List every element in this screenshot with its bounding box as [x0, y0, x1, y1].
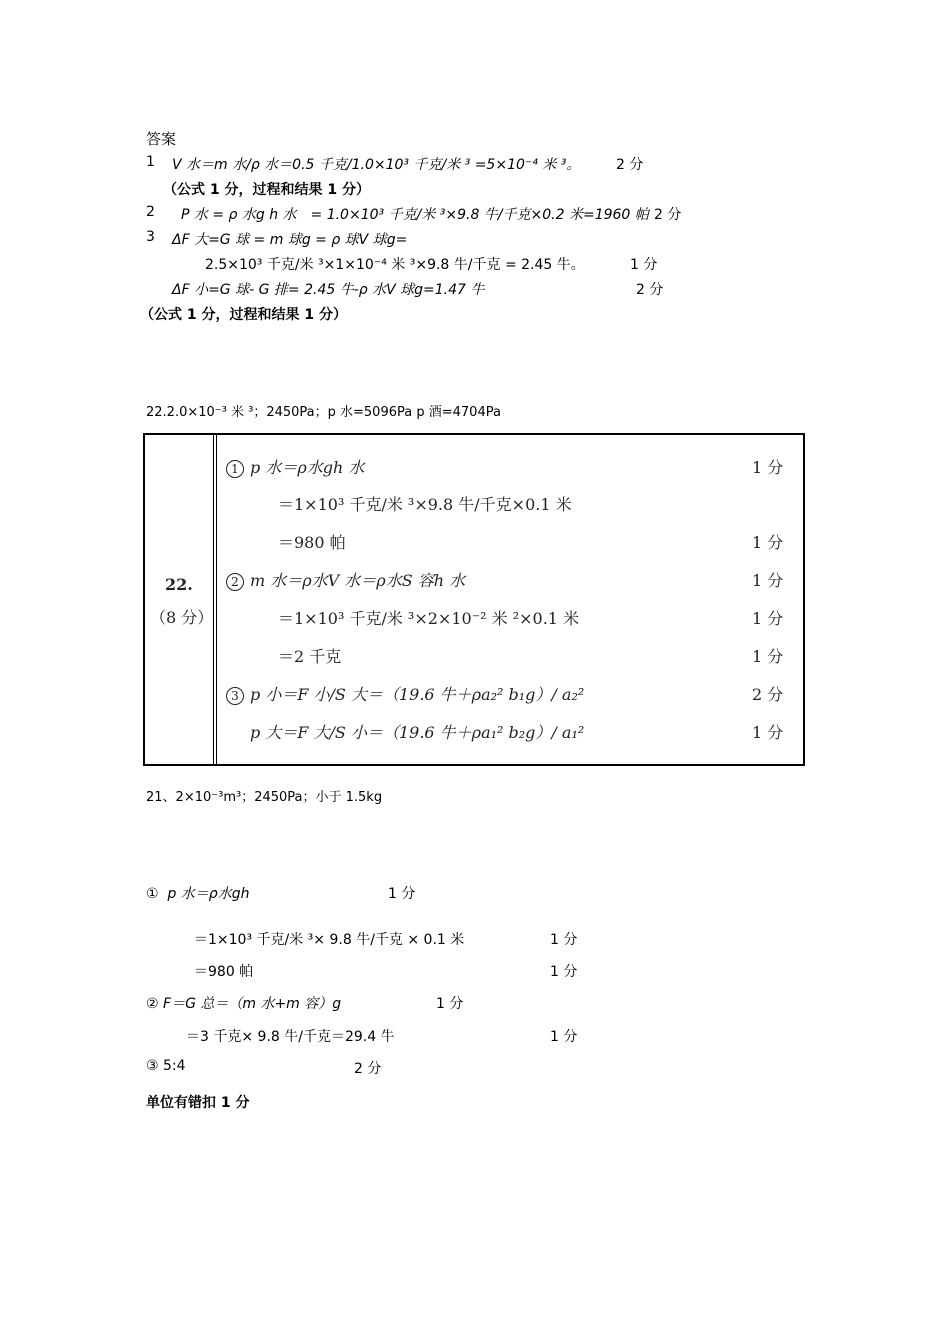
- q1-score: 2 分: [616, 157, 644, 173]
- circled-number-2: ②: [146, 996, 159, 1012]
- q1-formula: V 水＝m 水/ρ 水＝0.5 千克/1.0×10³ 千克/米 ³ =5×10⁻⁴ 米 ³。: [172, 157, 581, 173]
- part2-row-1-text: p 水＝ρ水gh: [167, 886, 250, 902]
- table-row-5-text: ＝1×10³ 千克/米 ³×2×10⁻² 米 ²×0.1 米: [278, 609, 580, 628]
- q2-number: 2: [146, 204, 155, 220]
- q3-line2: 2.5×10³ 千克/米 ³×1×10⁻⁴ 米 ³×9.8 牛/千克 = 2.45 牛。: [205, 257, 585, 273]
- answer22-summary: 22.2.0×10⁻³ 米 ³；2450Pa；p 水=5096Pa p 酒=4704Pa: [146, 405, 501, 420]
- part2-row-1: [146, 883, 249, 903]
- table-row-5-score: 1 分: [752, 609, 784, 628]
- q1-number: 1: [146, 154, 155, 170]
- q3-line1: ΔF 大=G 球 = m 球g = ρ 球V 球g=: [172, 232, 408, 248]
- table-question-number: 22.: [165, 575, 193, 594]
- q3-line3-score: 2 分: [636, 282, 664, 298]
- table-row-8-text: p 大＝F 大/S 小＝（19.6 牛＋ρa₁² b₂g）/ a₁²: [250, 723, 585, 742]
- table-row-1: [226, 455, 364, 478]
- table-row-1-text: p 水＝ρ水gh 水: [250, 458, 365, 477]
- part2-row-4-text: F＝G 总＝（m 水+m 容）g: [163, 996, 342, 1012]
- part2-note: 单位有错扣 1 分: [146, 1095, 250, 1111]
- table-question-points: （8 分）: [150, 608, 214, 627]
- circled-number-1: 1: [226, 460, 244, 478]
- answer-table-22: [143, 433, 805, 766]
- table-row-7-text: p 小＝F 小/S 大＝（19.6 牛＋ρa₂² b₁g）/ a₂²: [250, 685, 585, 704]
- table-row-8-score: 1 分: [752, 723, 784, 742]
- table-row-2-text: ＝1×10³ 千克/米 ³×9.8 牛/千克×0.1 米: [278, 495, 572, 514]
- part2-row-3-score: 1 分: [550, 964, 578, 980]
- table-row-6-score: 1 分: [752, 647, 784, 666]
- part2-row-3-text: ＝980 帕: [194, 964, 254, 980]
- circled-number-2: 2: [226, 573, 244, 591]
- q2-formula: P 水 = ρ 水g h 水 = 1.0×10³ 千克/米 ³×9.8 牛/千克×0.2 米=1960 帕: [181, 207, 649, 223]
- part2-row-6: [146, 1058, 186, 1074]
- table-row-3-score: 1 分: [752, 533, 784, 552]
- part2-row-4: [146, 993, 341, 1013]
- part2-row-4-score: 1 分: [436, 996, 464, 1012]
- table-row-7-score: 2 分: [752, 685, 784, 704]
- q3-number: 3: [146, 229, 155, 245]
- part2-row-5-score: 1 分: [550, 1029, 578, 1045]
- table-row-4-text: m 水＝ρ水V 水＝ρ水S 容h 水: [250, 571, 466, 590]
- table-row-7: [226, 682, 584, 705]
- part2-row-2-text: ＝1×10³ 千克/米 ³× 9.8 牛/千克 × 0.1 米: [194, 932, 465, 948]
- table-row-6-text: ＝2 千克: [278, 647, 342, 666]
- table-row-3-text: ＝980 帕: [278, 533, 346, 552]
- circled-number-1: ①: [146, 886, 159, 902]
- q3-line3: ΔF 小=G 球- G 排= 2.45 牛-ρ 水V 球g=1.47 牛: [172, 282, 485, 298]
- q3-note: （公式 1 分，过程和结果 1 分）: [140, 307, 347, 323]
- q2-score: 2 分: [654, 207, 682, 223]
- part2-row-6-score: 2 分: [354, 1061, 382, 1077]
- part2-row-6-text: 5:4: [163, 1058, 186, 1074]
- circled-number-3: ③: [146, 1058, 159, 1074]
- part2-row-2-score: 1 分: [550, 932, 578, 948]
- circled-number-3: 3: [226, 687, 244, 705]
- table-divider: [213, 433, 217, 766]
- q3-line2-score: 1 分: [630, 257, 658, 273]
- table-row-4-score: 1 分: [752, 571, 784, 590]
- q1-note: （公式 1 分，过程和结果 1 分）: [163, 182, 370, 198]
- part2-row-1-score: 1 分: [388, 886, 416, 902]
- answer21-summary: 21、2×10⁻³m³；2450Pa；小于 1.5kg: [146, 790, 383, 805]
- table-row-4: [226, 568, 465, 591]
- answer-heading: 答案: [146, 130, 177, 148]
- part2-row-5-text: ＝3 千克× 9.8 牛/千克＝29.4 牛: [186, 1029, 395, 1045]
- table-row-1-score: 1 分: [752, 458, 784, 477]
